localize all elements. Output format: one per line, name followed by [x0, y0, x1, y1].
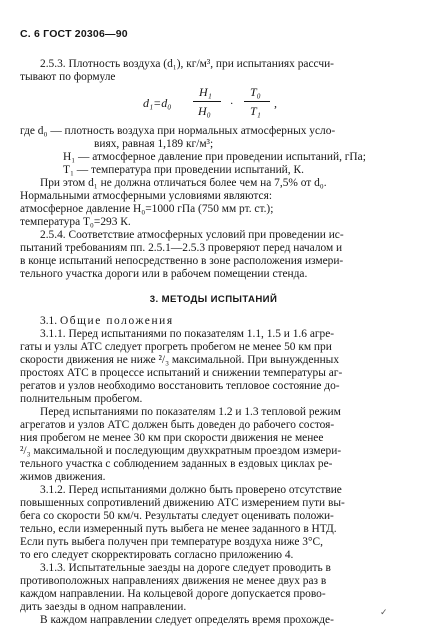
- text-line: Если путь выбега получен при температуре воздуха ниже 3°С,: [20, 536, 323, 548]
- text-line: бега со скорости 50 км/ч. Результаты следует оценивать положи-: [20, 510, 334, 522]
- subsection-heading: [40, 315, 174, 328]
- fraction-bar: [193, 101, 221, 102]
- text-line: противоположных направлениях движения не менее двух раз в: [20, 575, 327, 587]
- formula-numerator-t0: T₀: [250, 85, 261, 99]
- check-mark-icon: ✓: [380, 607, 388, 617]
- text-line: гаты и узлы АТС следует прогреть пробегом не менее 50 км при: [20, 341, 332, 353]
- text-line: то его следует скорректировать согласно приложению 4.: [20, 549, 294, 561]
- text-line: повышенных сопротивлений движению АТС измерением пути вы-: [20, 497, 345, 509]
- text-line: каждом направлении. На кольцевой дороге допускается прово-: [20, 588, 326, 600]
- text-line: регатов и узлов необходимо восстановить тепловое состояние до-: [20, 380, 340, 392]
- text-line: 3.1.1. Перед испытаниями по показателям 1.1, 1.5 и 1.6 агре-: [40, 328, 335, 340]
- formula-numerator-h1: H₁: [199, 85, 212, 99]
- text-line: Перед испытаниями по показателям 1.2 и 1.3 тепловой режим: [40, 406, 341, 418]
- text-line: ²/₃ максимальной и последующим двухкратным проездом измери-: [20, 445, 342, 457]
- formula-denominator-t1: T₁: [250, 104, 261, 118]
- text-line: ния пробегом не менее 30 км при скорости движения не менее: [20, 432, 324, 444]
- formula-comma: ,: [274, 96, 277, 110]
- text-line: агрегатов и узлов АТС должен быть доведен до рабочего состоя-: [20, 419, 335, 431]
- page-header: С. 6 ГОСТ 20306—90: [20, 28, 128, 40]
- text-line: атмосферное давление H₀=1000 гПа (750 мм рт. ст.);: [20, 203, 274, 215]
- text-line: в конце испытаний непосредственно в зоне расположения измери-: [20, 255, 344, 267]
- text-line: дить заезды в одном направлении.: [20, 601, 187, 613]
- text-line: жимов движения.: [20, 471, 106, 483]
- text-line: 2.5.4. Соответствие атмосферных условий при проведении ис-: [40, 229, 344, 241]
- subsection-title: Общие положения: [59, 315, 174, 327]
- text-line: пытаний требованиям пп. 2.5.1—2.5.3 проверяют перед началом и: [20, 242, 343, 254]
- text-line: тельно, если измеренный путь выбега не менее заданного в НТД.: [20, 523, 337, 535]
- text-line: При этом d₁ не должна отличаться более чем на 7,5% от d₀.: [40, 177, 327, 189]
- text-line: тельного участка с соблюдением заданных в ездовых циклах ре-: [20, 458, 333, 470]
- text-line: температура T₀=293 К.: [20, 216, 131, 228]
- text-line: 3.1.2. Перед испытаниями должно быть проверено отсутствие: [40, 484, 342, 496]
- text-line: скорости движения не ниже ²/₃ максимальной. При вынужденных: [20, 354, 340, 366]
- formula-dot: ·: [230, 96, 233, 110]
- formula-lhs: d₁=d₀: [143, 96, 172, 110]
- text-line: H₁ — атмосферное давление при проведении испытаний, гПа;: [63, 151, 366, 163]
- fraction-bar: [244, 101, 270, 102]
- text-line: T₁ — температура при проведении испытаний, К.: [63, 164, 304, 176]
- text-line: тывают по формуле: [20, 71, 116, 83]
- formula-denominator-h0: H₀: [198, 104, 211, 118]
- text-line: полнительным пробегом.: [20, 393, 143, 405]
- text-line: где d₀ — плотность воздуха при нормальных атмосферных усло-: [20, 125, 336, 137]
- text-line: простоях АТС в процессе испытаний и снижении температуры аг-: [20, 367, 343, 379]
- text-line: В каждом направлении следует определять время прохожде-: [40, 614, 334, 626]
- text-line: виях, равная 1,189 кг/м³;: [94, 138, 214, 150]
- text-line: Нормальными атмосферными условиями являются:: [20, 190, 272, 202]
- section-title: 3. МЕТОДЫ ИСПЫТАНИЙ: [149, 294, 278, 305]
- text-line: 3.1.3. Испытательные заезды на дороге следует проводить в: [40, 562, 331, 574]
- text-line: тельного участка дороги или в рабочем помещении стенда.: [20, 268, 308, 280]
- subsection-number: 3.1.: [40, 315, 58, 327]
- text-line: 2.5.3. Плотность воздуха (d₁), кг/м³, при испытаниях рассчи-: [40, 58, 334, 70]
